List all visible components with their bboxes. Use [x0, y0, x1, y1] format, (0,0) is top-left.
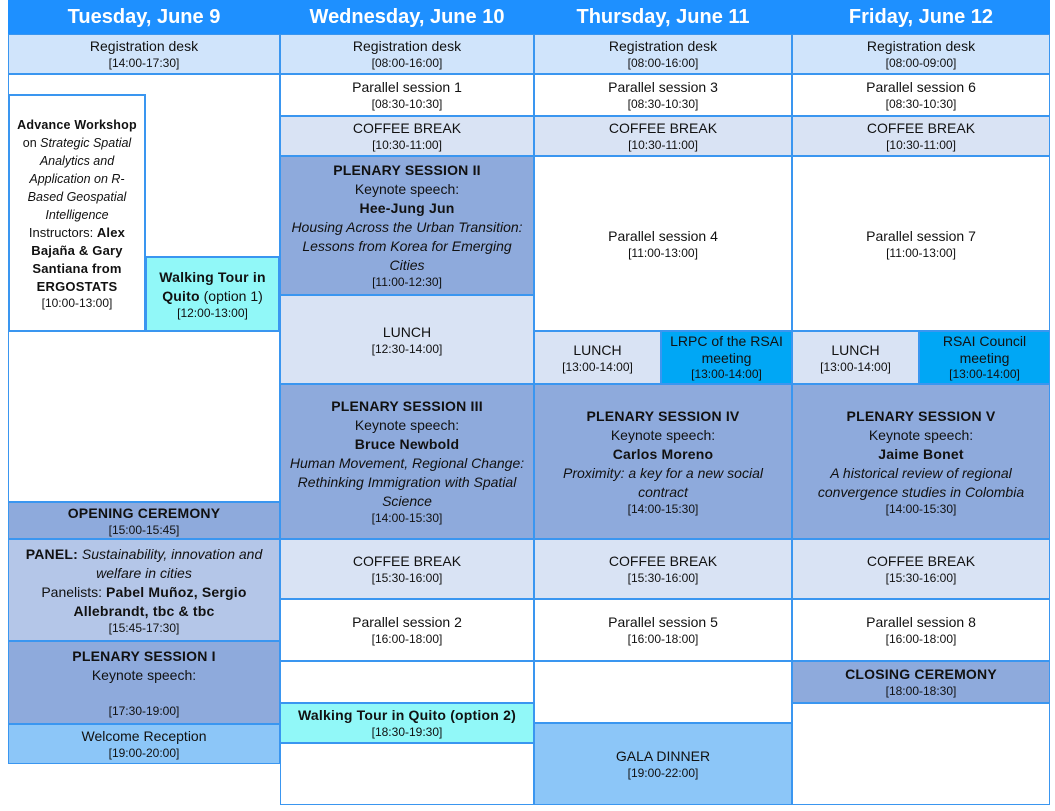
- session-time: [08:00-16:00]: [627, 56, 699, 70]
- session-title: COFFEE BREAK: [352, 553, 462, 569]
- fri-parallel-session-8: [792, 599, 1050, 661]
- speaker-name: Hee-Jung Jun: [359, 200, 455, 216]
- session-title: Parallel session 6: [866, 79, 976, 95]
- session-time: [15:00-15:45]: [108, 522, 180, 537]
- wed-coffee-break-2: [280, 539, 534, 599]
- session-time: [12:00-13:00]: [177, 305, 248, 320]
- session-time: [11:00-12:30]: [372, 275, 442, 289]
- workshop-on: on: [22, 135, 37, 150]
- day-label: Tuesday, June 9: [67, 5, 221, 28]
- session-title: Registration desk: [866, 38, 976, 54]
- tue-opening-ceremony: [8, 502, 280, 539]
- session-title: Registration desk: [89, 38, 199, 54]
- session-title: OPENING CEREMONY: [67, 504, 221, 521]
- session-title: COFFEE BREAK: [866, 553, 976, 569]
- session-title: COFFEE BREAK: [608, 553, 718, 569]
- keynote-label: Keynote speech:: [610, 426, 716, 443]
- session-title: LUNCH: [573, 341, 622, 358]
- keynote-label: Keynote speech:: [354, 417, 460, 433]
- thu-lrpc-meeting: [661, 331, 792, 384]
- fri-parallel-session-6: [792, 74, 1050, 116]
- session-title: COFFEE BREAK: [608, 120, 718, 136]
- session-title: PLENARY SESSION IV: [586, 407, 740, 424]
- keynote-label: Keynote speech:: [354, 181, 460, 197]
- wed-empty-slot: [280, 661, 534, 703]
- session-title: LUNCH: [382, 323, 432, 340]
- talk-title: Human Movement, Regional Change: Rethinking Immigration with Spatial Science: [289, 455, 525, 509]
- thu-plenary-session-4: [534, 384, 792, 539]
- fri-plenary-session-5: [792, 384, 1050, 539]
- panelists-names: Pabel Muñoz, Sergio Allebrandt, tbc & tbc: [73, 583, 247, 619]
- tue-walking-tour-option-1: [145, 256, 280, 332]
- session-title: PLENARY SESSION I: [72, 647, 216, 664]
- session-time: [16:00-18:00]: [627, 632, 699, 646]
- thu-coffee-break-1: [534, 116, 792, 156]
- walking-tour-title: Walking Tour in Quito: [159, 268, 266, 304]
- tue-panel: [8, 539, 280, 641]
- session-title: Parallel session 1: [352, 79, 462, 95]
- session-title: COFFEE BREAK: [866, 120, 976, 136]
- talk-title: Housing Across the Urban Transition: Lessons from Korea for Emerging Cities: [291, 219, 523, 273]
- thu-gala-dinner: [534, 723, 792, 805]
- wed-lunch: [280, 295, 534, 384]
- thu-parallel-session-5: [534, 599, 792, 661]
- session-time: [13:00-14:00]: [562, 359, 633, 374]
- session-time: [13:00-14:00]: [949, 367, 1020, 381]
- session-title: Walking Tour in Quito (option 2): [298, 707, 516, 723]
- session-title: GALA DINNER: [615, 748, 711, 764]
- keynote-label: Keynote speech:: [91, 666, 197, 683]
- workshop-topic: Strategic Spatial Analytics and Application on R-Based Geospatial Intelligence: [27, 135, 132, 222]
- session-time: [10:30-11:00]: [628, 138, 698, 152]
- session-title: Welcome Reception: [81, 728, 207, 744]
- wed-parallel-session-1: [280, 74, 534, 116]
- thu-empty-slot: [534, 661, 792, 723]
- session-time: [11:00-13:00]: [628, 245, 698, 260]
- wed-coffee-break-1: [280, 116, 534, 156]
- keynote-label: Keynote speech:: [868, 426, 974, 443]
- workshop-title: Advance Workshop: [17, 117, 137, 132]
- tue-plenary-session-1: [8, 641, 280, 724]
- panel-topic: Sustainability, innovation and welfare in cities: [81, 545, 263, 581]
- thu-coffee-break-2: [534, 539, 792, 599]
- session-title: LRPC of the RSAI meeting: [670, 333, 783, 366]
- session-time: [12:30-14:00]: [371, 341, 443, 356]
- session-title: Parallel session 4: [608, 227, 718, 244]
- session-title: Parallel session 7: [866, 227, 976, 244]
- session-title: PLENARY SESSION V: [846, 407, 996, 424]
- session-time: [16:00-18:00]: [885, 632, 957, 646]
- session-title: PLENARY SESSION II: [333, 162, 481, 178]
- session-title: Parallel session 8: [866, 614, 976, 630]
- session-time: [08:30-10:30]: [885, 97, 957, 111]
- panelists-label: Panelists:: [41, 583, 103, 600]
- session-time: [18:00-18:30]: [885, 684, 957, 698]
- wed-registration: [280, 34, 534, 74]
- session-time: [08:00-09:00]: [885, 56, 957, 70]
- session-time: [15:30-16:00]: [885, 571, 957, 585]
- session-title: LUNCH: [831, 341, 880, 358]
- day-header-wednesday: [280, 0, 534, 34]
- fri-closing-ceremony: [792, 661, 1050, 703]
- session-time: [16:00-18:00]: [371, 632, 443, 646]
- session-time: [13:00-14:00]: [820, 359, 891, 374]
- fri-empty-evening: [792, 703, 1050, 805]
- session-title: Registration desk: [608, 38, 718, 54]
- talk-title: Proximity: a key for a new social contract: [563, 464, 763, 500]
- session-time: [13:00-14:00]: [691, 367, 762, 381]
- session-time: [18:30-19:30]: [371, 725, 443, 739]
- session-time: [08:30-10:30]: [371, 97, 443, 111]
- session-time: [08:30-10:30]: [627, 97, 699, 111]
- session-title: Parallel session 3: [608, 79, 718, 95]
- session-time: [15:45-17:30]: [108, 620, 180, 635]
- session-time: [15:30-16:00]: [371, 571, 443, 585]
- day-header-thursday: [534, 0, 792, 34]
- session-time: [14:00-15:30]: [627, 501, 699, 516]
- wed-walking-tour-option-2: [280, 703, 534, 743]
- fri-coffee-break-1: [792, 116, 1050, 156]
- day-header-friday: [792, 0, 1050, 34]
- wed-plenary-session-2: [280, 156, 534, 295]
- session-time: [15:30-16:00]: [627, 571, 699, 585]
- session-title: COFFEE BREAK: [352, 120, 462, 136]
- session-time: [14:00-17:30]: [108, 56, 180, 70]
- wed-plenary-session-3: [280, 384, 534, 539]
- thu-parallel-session-3: [534, 74, 792, 116]
- thu-parallel-session-4: [534, 156, 792, 331]
- fri-coffee-break-2: [792, 539, 1050, 599]
- session-time: [14:00-15:30]: [885, 501, 957, 516]
- day-header-tuesday: [8, 0, 280, 34]
- instructors-names: Alex Bajaña & Gary Santiana from ERGOSTATS: [31, 224, 126, 294]
- tue-advance-workshop: [8, 94, 146, 332]
- speaker-name: Carlos Moreno: [612, 445, 714, 462]
- day-label: Thursday, June 11: [576, 5, 750, 28]
- fri-registration: [792, 34, 1050, 74]
- session-time: [11:00-13:00]: [886, 245, 956, 260]
- session-title: Parallel session 2: [352, 614, 462, 630]
- thu-lunch: [534, 331, 661, 384]
- session-time: [08:00-16:00]: [371, 56, 443, 70]
- speaker-name: Bruce Newbold: [354, 436, 460, 452]
- session-time: [10:30-11:00]: [886, 138, 956, 152]
- walking-tour-option: (option 1): [203, 287, 263, 304]
- session-title: PLENARY SESSION III: [331, 398, 483, 414]
- session-time: [10:00-13:00]: [41, 295, 113, 310]
- session-title: CLOSING CEREMONY: [845, 666, 997, 682]
- session-title: RSAI Council meeting: [942, 333, 1027, 366]
- panel-label: PANEL:: [25, 545, 79, 562]
- session-time: [14:00-15:30]: [371, 511, 443, 525]
- instructors-label: Instructors:: [28, 224, 94, 240]
- session-title: Parallel session 5: [608, 614, 718, 630]
- fri-rsai-council-meeting: [919, 331, 1050, 384]
- session-title: Registration desk: [352, 38, 462, 54]
- tue-registration: [8, 34, 280, 74]
- speaker-name: Jaime Bonet: [878, 445, 964, 462]
- day-label: Wednesday, June 10: [309, 5, 505, 28]
- session-time: [10:30-11:00]: [372, 138, 442, 152]
- thu-registration: [534, 34, 792, 74]
- session-time: [17:30-19:00]: [108, 703, 180, 718]
- tue-welcome-reception: [8, 724, 280, 764]
- day-label: Friday, June 12: [848, 5, 994, 28]
- wed-empty-evening: [280, 743, 534, 805]
- fri-parallel-session-7: [792, 156, 1050, 331]
- fri-lunch: [792, 331, 919, 384]
- session-time: [19:00-22:00]: [627, 766, 699, 780]
- wed-parallel-session-2: [280, 599, 534, 661]
- talk-title: A historical review of regional convergence studies in Colombia: [817, 464, 1025, 500]
- session-time: [19:00-20:00]: [108, 746, 180, 760]
